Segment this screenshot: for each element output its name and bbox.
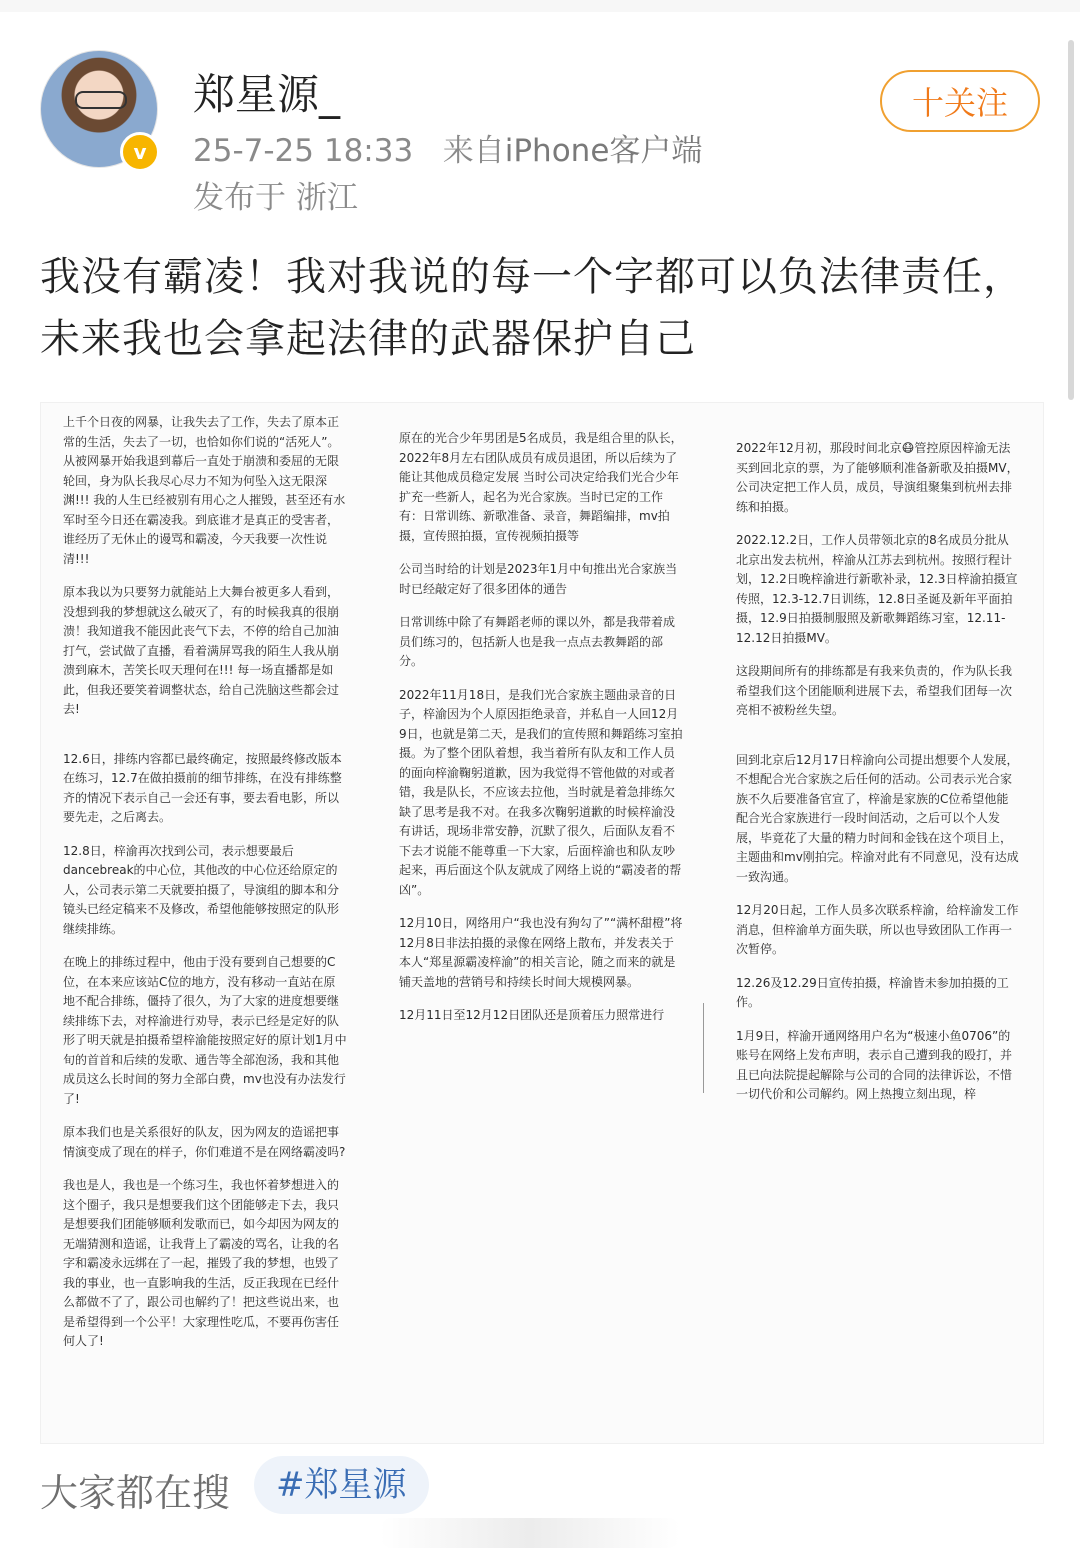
statement-paragraph: 原本我以为只要努力就能站上大舞台被更多人看到，没想到我的梦想就这么破灭了，有的时候我真的很崩溃！我知道我不能因此丧气下去，不停的给自己加油打气，尝试做了直播，看着满屏骂我的陌生人我从崩溃到麻木，苦笑长叹天理何在!!! 每一场直播都是如此，但我还要笑着调整状态，给自己洗脑这些都会过去! xyxy=(63,585,340,716)
statement-paragraph: 12.8日，梓渝再次找到公司，表示想要最后dancebreak的中心位，其他改的中心位还给原定的人，公司表示第二天就要拍摄了，导演组的脚本和分镜头已经定稿来不及修改，希望他能够按照定的队形继续排练。 xyxy=(63,843,340,936)
watermark-blur xyxy=(380,1518,680,1548)
statement-paragraph: 2022年12月初，那段时间北京😷管控原因梓渝无法买到回北京的票，为了能够顺利准备新歌及拍摄MV，公司决定把工作人员，成员，导演组聚集到杭州去排练和拍摄。 xyxy=(736,441,1019,514)
avatar-glasses xyxy=(75,91,127,109)
post-location: 发布于 浙江 xyxy=(193,180,358,216)
statement-paragraph: 12月11日至12月12日团队还是顶着压力照常进行 xyxy=(399,1008,665,1022)
statement-paragraph: 12.6日，排练内容都已最终确定，按照最终修改版本在练习，12.7在做拍摄前的细节排练，在没有排练整齐的情况下表示自己一会还有事，要去看电影，所以要先走，之后离去。 xyxy=(63,751,342,824)
post-meta xyxy=(193,125,702,170)
statement-paragraph: 12.26及12.29日宣传拍摄，梓渝皆未参加拍摄的工作。 xyxy=(736,975,1009,1009)
statement-paragraph: 我也是人，我也是一个练习生，我也怀着梦想进入的这个圈子，我只是想要我们这个团能够走下去，我只是想要我们团能够顺利发歌而已，如今却因为网友的无端猜测和造谣，让我背上了霸凌的骂名，让我的名字和霸凌永远绑在了一起，摧毁了我的梦想，也毁了我的事业，也一直影响我的生活，反正我现在已经什么都做不了了，跟公司也解约了！把这些说出来，也是希望得到一个公平！大家理性吃瓜，不要再伤害任何人了! xyxy=(63,1178,340,1348)
verified-v-icon: v xyxy=(120,132,160,172)
statement-paragraph: 2022年11月18日，是我们光合家族主题曲录音的日子，梓渝因为个人原因拒绝录音，并私自一人回12月9日，也就是第二天，是我们的宣传照和舞蹈练习室拍摄。为了整个团队着想，我当着所有队友和工作人员的面向梓渝鞠躬道歉，因为我觉得不管他做的对或者错，我是队长，不应该去拉他，当时就是着急排练欠缺了思考是我不对。在我多次鞠躬道歉的时候梓渝没有讲话，现场非常安静，沉默了很久，后面队友看不下去才说能不能尊重一下大家，后面梓渝也和队友吵起来，再后面这个队友就成了网络上说的“霸凌者的帮凶”。 xyxy=(399,687,683,897)
statement-paragraph: 原在的光合少年男团是5名成员，我是组合里的队长，2022年8月左右团队成员有成员退团，所以后续为了能让其他成员稳定发展 当时公司决定给我们光合少年扩充一些新人，起名为光合家族。当时已定的工作有：日常训练、新歌准备、录音，舞蹈编排，mv拍摄，宣传照拍摄，宣传视频拍摄等 xyxy=(399,431,683,543)
scrollbar[interactable] xyxy=(1068,40,1074,400)
statement-paragraph: 1月9日，梓渝开通网络用户名为“极速小鱼0706”的账号在网络上发布声明，表示自己遭到我的殴打，并且已向法院提起解除与公司的合同的法律诉讼，不惜一切代价和公司解约。网上热搜立刻出现，梓 xyxy=(736,1028,1013,1101)
statement-paragraph: 上千个日夜的网暴，让我失去了工作，失去了原本正常的生活，失去了一切，也恰如你们说的“活死人”。从被网暴开始我退到幕后一直处于崩溃和委屈的无限轮回，身为队长我尽心尽力不知为何坠入这无限深渊!!! 我的人生已经被别有用心之人摧毁，甚至还有水军时至今日还在霸凌我。到底谁才是真正的受害者，谁经历了无休止的谩骂和霸凌，今天我要一次性说清!!! xyxy=(63,415,346,566)
statement-paragraph: 12月20日起，工作人员多次联系梓渝，给梓渝发工作消息，但梓渝单方面失联，所以也导致团队工作再一次暂停。 xyxy=(736,903,1019,956)
status-strip xyxy=(0,0,1080,12)
statement-paragraph: 这段期间所有的排练都是有我来负责的，作为队长我希望我们这个团能顺利进展下去，希望我们团每一次亮相不被粉丝失望。 xyxy=(736,664,1013,717)
statement-paragraph: 2022.12.2日，工作人员带领北京的8名成员分批从北京出发去杭州，梓渝从江苏去到杭州。按照行程计划，12.2日晚梓渝进行新歌补录，12.3日梓渝拍摄宣传照，12.3-12.7日训练，12.8日圣诞及新年平面拍摄，12.9日拍摄制服照及新歌舞蹈练习室，12.11-12.12日拍摄MV。 xyxy=(736,533,1018,645)
source-client: iPhone客户端 xyxy=(504,133,703,169)
statement-column-2 xyxy=(399,429,683,1040)
column-divider xyxy=(703,1003,704,1093)
statement-column-3 xyxy=(736,439,1020,1119)
username[interactable]: 郑星源_ xyxy=(193,70,341,119)
statement-column-1 xyxy=(63,413,347,1366)
statement-paragraph: 回到北京后12月17日梓渝向公司提出想要个人发展，不想配合光合家族之后任何的活动。公司表示光合家族不久后要准备官宣了，梓渝是家族的C位希望他能配合光合家族进行一段时间活动，之后可以个人发展，毕竟花了大量的精力时间和金钱在这个项目上，主题曲和mv刚拍完。梓渝对此有不同意见，没有达成一致沟通。 xyxy=(736,752,1019,884)
statement-paragraph: 原本我们也是关系很好的队友，因为网友的造谣把事情演变成了现在的样子，你们难道不是在网络霸凌吗? xyxy=(63,1125,346,1159)
statement-paragraph: 公司当时给的计划是2023年1月中旬推出光合家族当时已经敲定好了很多团体的通告 xyxy=(399,562,678,596)
follow-button[interactable]: 十关注 xyxy=(880,70,1040,132)
statement-image[interactable] xyxy=(40,402,1044,1444)
source-prefix: 来自 xyxy=(442,133,505,169)
post-text: 我没有霸凌！我对我说的每一个字都可以负法律责任，未来我也会拿起法律的武器保护自己 xyxy=(40,254,1024,362)
statement-paragraph: 12月10日，网络用户“我也没有狗勾了”“满杯甜橙”将12月8日非法拍摄的录像在网络上散布，并发表关于本人“郑星源霸凌梓渝”的相关言论，随之而来的就是铺天盖地的营销号和持续长时间大规模网暴。 xyxy=(399,916,683,989)
trending-search-label: 大家都在搜 xyxy=(40,1471,231,1515)
timestamp: 25-7-25 18:33 xyxy=(193,133,414,169)
hashtag-link[interactable]: #郑星源 xyxy=(254,1456,429,1514)
statement-paragraph: 在晚上的排练过程中，他由于没有要到自己想要的C位，在本来应该站C位的地方，没有移动一直站在原地不配合排练，僵持了很久，为了大家的进度想要继续排练下去，对梓渝进行劝导，表示已经是定好的队形了明天就是拍摄希望梓渝能按照定好的原计划1月中旬的首首和后续的发歌、通告等全部泡汤，我和其他成员这么长时间的努力全部白费，mv也没有办法发行了! xyxy=(63,955,347,1106)
statement-paragraph: 日常训练中除了有舞蹈老师的课以外，都是我带着成员们练习的，包括新人也是我一点点去教舞蹈的部分。 xyxy=(399,615,676,668)
